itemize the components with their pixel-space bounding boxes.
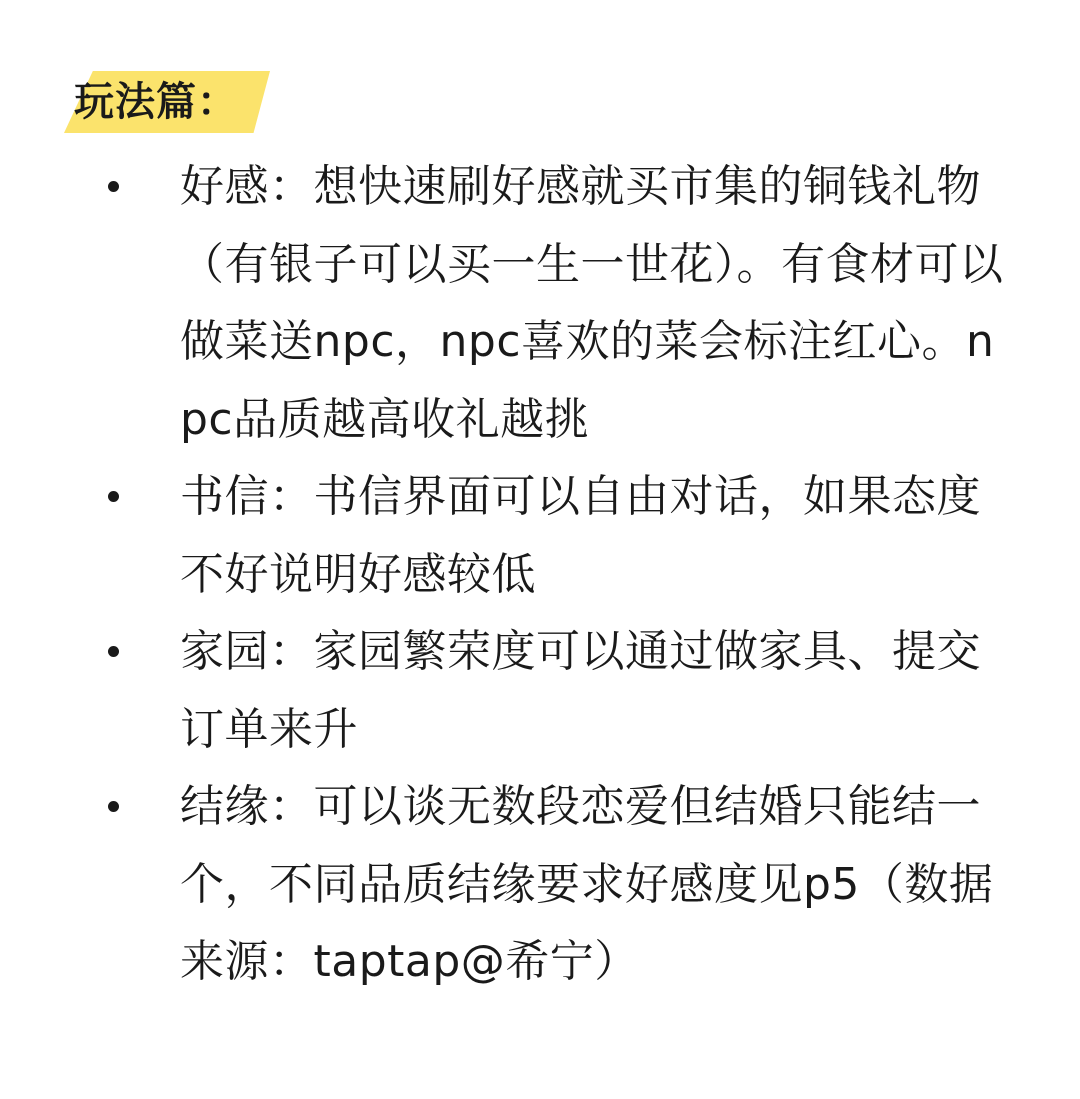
list-item: [0, 458, 1080, 613]
list-item-text: 结缘：可以谈无数段恋爱但结婚只能结一个，不同品质结缘要求好感度见p5（数据来源：taptap@希宁）: [180, 781, 994, 987]
list-item: [0, 148, 1080, 458]
list-item-text: 书信：书信界面可以自由对话，如果态度不好说明好感较低: [180, 471, 981, 600]
list-item: [0, 768, 1080, 1001]
bullet-dot: [108, 801, 119, 812]
list-item: [0, 613, 1080, 768]
section-heading: [64, 71, 274, 133]
bullet-dot: [108, 181, 119, 192]
bullet-dot: [108, 646, 119, 657]
list-item-text: 家园：家园繁荣度可以通过做家具、提交订单来升: [180, 626, 981, 755]
tips-list: [0, 148, 1080, 1001]
list-item-text: 好感：想快速刷好感就买市集的铜钱礼物（有银子可以买一生一世花）。有食材可以做菜送npc，npc喜欢的菜会标注红心。npc品质越高收礼越挑: [180, 161, 1004, 445]
heading-text: 玩法篇：: [74, 79, 238, 125]
bullet-dot: [108, 491, 119, 502]
